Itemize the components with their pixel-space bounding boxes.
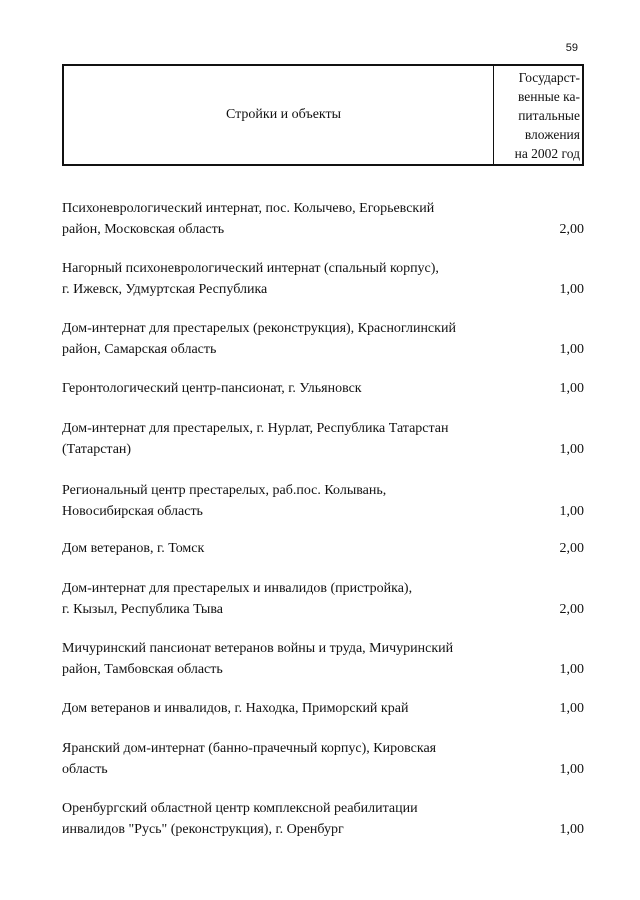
table-header [62, 64, 584, 166]
table-row [62, 698, 584, 719]
object-name: Дом-интернат для престарелых (реконструкция), Красноглинский район, Самарская область [62, 321, 456, 357]
header-investments-line: на 2002 год [514, 145, 580, 161]
table-row [62, 198, 584, 240]
table-row [62, 578, 584, 620]
investment-value: 1,00 [559, 282, 584, 297]
table-row [62, 480, 584, 522]
header-column-investments [494, 66, 582, 164]
table-row [62, 738, 584, 780]
investment-value: 2,00 [559, 541, 584, 556]
investment-value: 1,00 [559, 442, 584, 457]
investment-value: 1,00 [559, 504, 584, 519]
object-name: Дом-интернат для престарелых, г. Нурлат, Республика Татарстан (Татарстан) [62, 421, 449, 457]
table-row [62, 638, 584, 680]
investment-value: 1,00 [559, 701, 584, 716]
table-row [62, 798, 584, 840]
object-name: Яранский дом-интернат (банно-прачечный корпус), Кировская область [62, 741, 437, 777]
investment-value: 1,00 [559, 381, 584, 396]
table-row [62, 378, 584, 399]
object-name: Дом-интернат для престарелых и инвалидов (пристройка), г. Кызыл, Республика Тыва [62, 581, 413, 617]
investment-value: 1,00 [559, 762, 584, 777]
object-name: Психоневрологический интернат, пос. Колычево, Егорьевский район, Московская область [62, 201, 435, 237]
investment-value: 2,00 [559, 602, 584, 617]
object-name: Оренбургский областной центр комплексной реабилитации инвалидов "Русь" (реконструкция), г. Оренбург [62, 801, 418, 837]
header-investments-line: питальные [518, 107, 580, 123]
header-investments-line: Государст- [518, 69, 580, 85]
object-name: Региональный центр престарелых, раб.пос. Колывань, Новосибирская область [62, 483, 387, 519]
page-number: 59 [565, 42, 578, 54]
investment-value: 2,00 [559, 222, 584, 237]
investment-value: 1,00 [559, 662, 584, 677]
object-name: Нагорный психоневрологический интернат (спальный корпус), г. Ижевск, Удмуртская Республика [62, 261, 439, 297]
object-name: Дом ветеранов, г. Томск [62, 541, 205, 556]
header-investments-line: вложения [524, 126, 580, 142]
object-name: Геронтологический центр-пансионат, г. Ульяновск [62, 381, 362, 396]
table-row [62, 318, 584, 360]
header-column-objects: Стройки и объекты [64, 66, 494, 164]
table-row [62, 538, 584, 559]
investment-value: 1,00 [559, 342, 584, 357]
investment-value: 1,00 [559, 822, 584, 837]
table-row [62, 258, 584, 300]
header-investments-line: венные ка- [517, 88, 580, 104]
table-row [62, 418, 584, 460]
object-name: Дом ветеранов и инвалидов, г. Находка, Приморский край [62, 701, 409, 716]
object-name: Мичуринский пансионат ветеранов войны и труда, Мичуринский район, Тамбовская область [62, 641, 454, 677]
